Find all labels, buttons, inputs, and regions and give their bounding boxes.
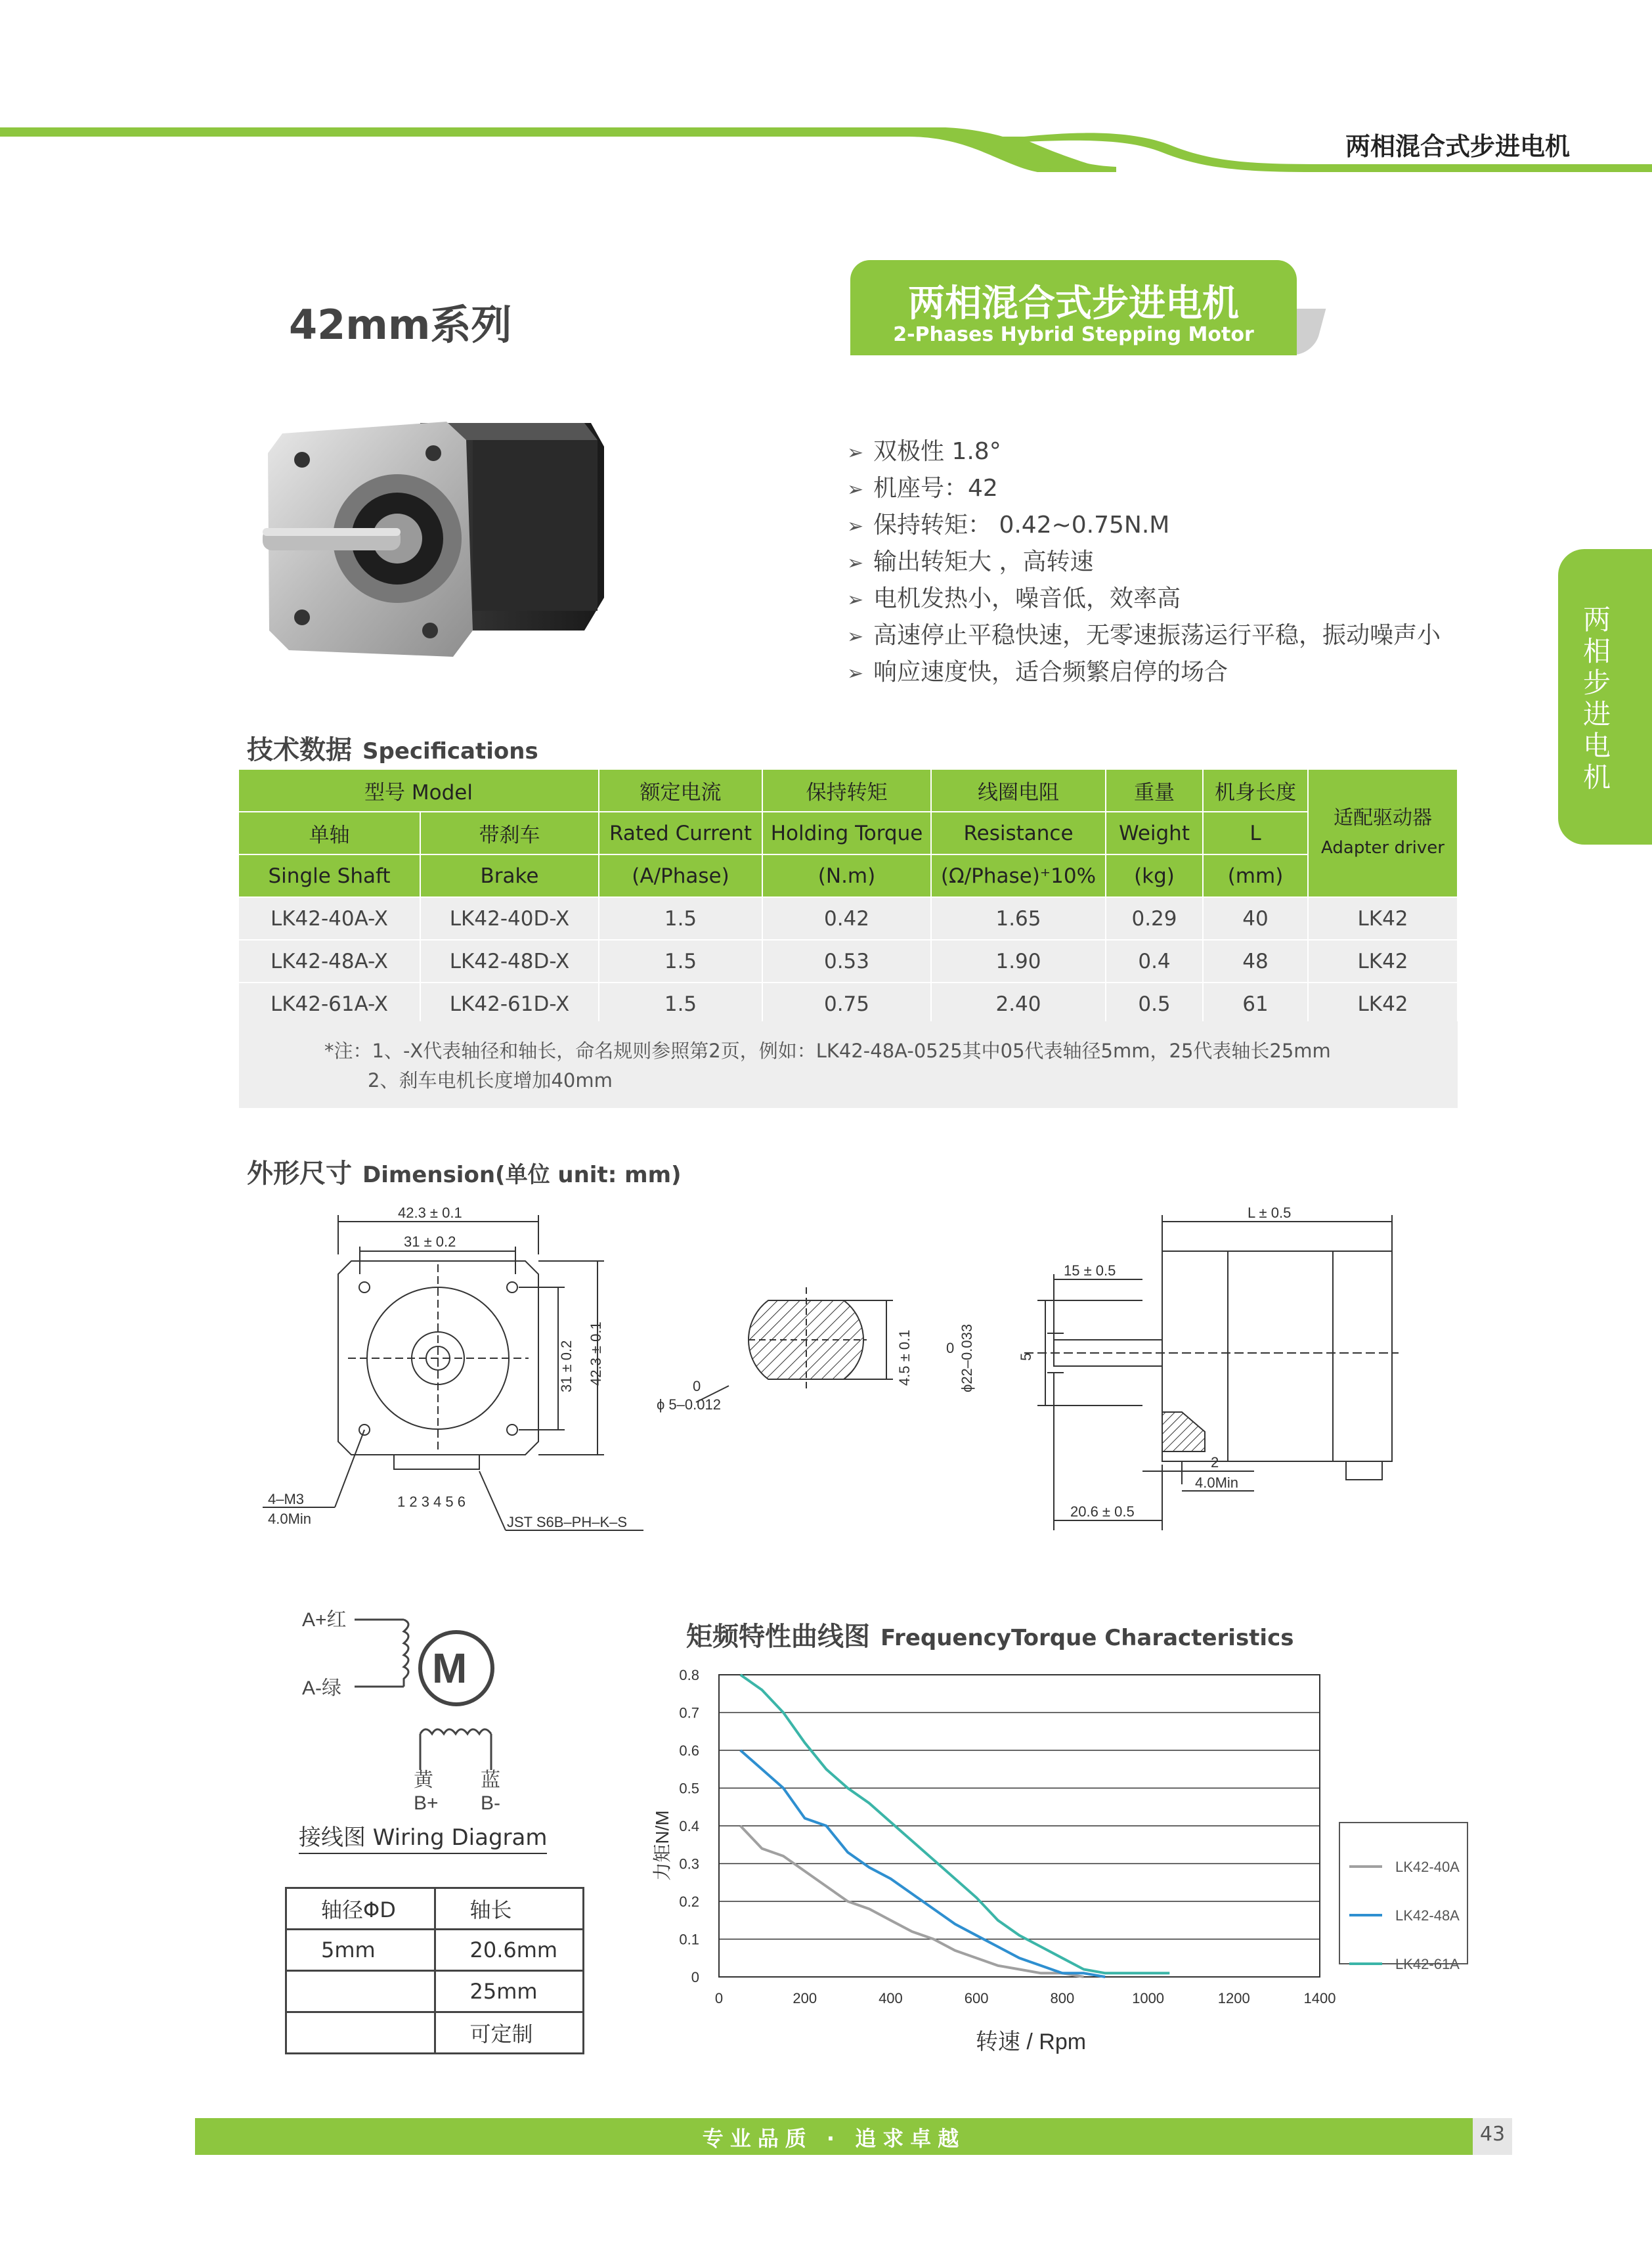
svg-text:B+: B+ [414,1792,439,1814]
adapter-header: 适配驱动器 Adapter driver [1308,770,1458,897]
svg-text:31 ± 0.2: 31 ± 0.2 [404,1233,456,1250]
wiring-diagram [289,1603,578,1819]
front-view-drawing [236,1195,663,1550]
table-row: 25mm [286,1971,584,2012]
arrow-icon: ➢ [847,478,864,501]
spec-note: *注：1、-X代表轴径和轴长，命名规则参照第2页，例如：LK42-48A-0525其中05代表轴径5mm，25代表轴长25mm [324,1040,1331,1062]
svg-text:4.0Min: 4.0Min [268,1511,312,1527]
arrow-icon: ➢ [847,515,864,538]
series-line [741,1675,1170,1973]
y-tick-label: 0.6 [679,1742,699,1759]
arrow-icon: ➢ [847,662,864,685]
table-row: LK42-48A-X LK42-48D-X 1.5 0.53 1.90 0.4 48 LK42 [239,940,1458,983]
x-tick-label: 200 [793,1990,817,2006]
y-tick-label: 0.7 [679,1704,699,1721]
svg-text:M: M [432,1645,467,1692]
y-tick-label: 0 [691,1969,699,1985]
x-tick-label: 1200 [1217,1990,1250,2006]
legend-label: LK42-40A [1395,1859,1460,1875]
y-tick-label: 0.4 [679,1818,699,1834]
svg-text:15 ± 0.5: 15 ± 0.5 [1064,1262,1116,1279]
page-number: 43 [1479,2123,1506,2146]
feature-item: ➢ 响应速度快，适合频繁启停的场合 [847,654,1441,691]
svg-text:4–M3: 4–M3 [268,1491,305,1507]
svg-text:42.3 ± 0.1: 42.3 ± 0.1 [398,1205,462,1221]
feature-item: ➢ 保持转矩： 0.42~0.75N.M [847,507,1441,544]
x-tick-label: 600 [964,1990,989,2006]
svg-text:ϕ 5–0.012: ϕ 5–0.012 [657,1396,721,1413]
y-axis-label: 力矩N/M [652,1810,672,1881]
svg-text:ϕ22–0.033: ϕ22–0.033 [959,1323,975,1392]
banner-title-en: 2-Phases Hybrid Stepping Motor [893,323,1254,346]
wiring-label: 接线图 Wiring Diagram [299,1819,547,1854]
shaft-table [285,1887,584,2054]
svg-text:A+红: A+红 [302,1609,347,1631]
svg-text:蓝: 蓝 [481,1769,500,1791]
svg-text:0: 0 [693,1378,701,1394]
x-tick-label: 1000 [1132,1990,1165,2006]
series-title: 42mm系列 [289,301,512,349]
specs-heading: 技术数据 Specifications [247,735,538,765]
side-view-drawing [946,1195,1405,1537]
svg-text:黄: 黄 [414,1769,433,1791]
dimension-heading: 外形尺寸 Dimension(单位 unit: mm) [247,1159,682,1189]
arrow-icon: ➢ [847,588,864,611]
legend-label: LK42-48A [1395,1907,1460,1924]
table-row: 5mm 20.6mm [286,1930,584,1971]
chart-title: 矩频特性曲线图 FrequencyTorque Characteristics [686,1622,1294,1652]
y-tick-label: 0.8 [679,1667,699,1683]
x-tick-label: 0 [714,1990,724,2006]
arrow-icon: ➢ [847,625,864,648]
y-tick-label: 0.2 [679,1893,699,1910]
spec-table: 型号 Model 额定电流 保持转矩 线圈电阻 重量 机身长度 适配驱动器 Adapter driver 单轴 带刹车 Rated Current Holding Torque Resistance Weight L Single Shaft Brake (A/Phase) (N.m) (Ω/Phase)⁺10% (kg) (mm) LK42-40A-X LK42-40D-X 1.5 0.42 1.65 0.29 40 LK42 LK42-48A-X LK42-48D-X 1.5 0.53 1.90 0.4 48 LK42 LK42-61A-X LK42-61D-X 1.5 0.75 2.40 0.5 61 LK42 [239,770,1458,1026]
y-tick-label: 0.3 [679,1855,699,1872]
svg-text:2: 2 [1211,1454,1219,1471]
motor-photo [256,414,611,663]
x-tick-label: 800 [1050,1990,1075,2006]
table-row: LK42-40A-X LK42-40D-X 1.5 0.42 1.65 0.29 40 LK42 [239,897,1458,940]
feature-item: ➢ 输出转矩大 ，高转速 [847,544,1441,581]
spec-note: 2、刹车电机长度增加40mm [368,1069,613,1092]
arrow-icon: ➢ [847,552,864,575]
arrow-icon: ➢ [847,441,864,464]
feature-item: ➢ 电机发热小，噪音低，效率高 [847,581,1441,617]
table-row: 可定制 [286,2012,584,2054]
svg-text:B-: B- [481,1792,500,1814]
shaft-section-drawing [657,1287,955,1419]
feature-item: ➢ 高速停止平稳快速，无零速振荡运行平稳，振动噪声小 [847,617,1441,654]
svg-text:42.3 ± 0.1: 42.3 ± 0.1 [588,1321,604,1386]
svg-text:31 ± 0.2: 31 ± 0.2 [558,1340,575,1392]
x-tick-label: 1400 [1303,1990,1336,2006]
torque-chart [650,1655,1471,2069]
table-row: LK42-61A-X LK42-61D-X 1.5 0.75 2.40 0.5 61 LK42 [239,983,1458,1025]
legend-label: LK42-61A [1395,1956,1460,1972]
feature-list [847,433,1441,691]
svg-text:L ± 0.5: L ± 0.5 [1248,1205,1292,1221]
y-tick-label: 0.5 [679,1780,699,1797]
banner-title-cn: 两相混合式步进电机 [908,282,1239,325]
feature-item: ➢ 机座号：42 [847,470,1441,507]
svg-text:1 2 3 4 5 6: 1 2 3 4 5 6 [397,1494,466,1510]
feature-item: ➢ 双极性 1.8° [847,433,1441,470]
svg-text:JST S6B–PH–K–S: JST S6B–PH–K–S [507,1514,628,1530]
side-tab-label: 两相步进电机 [1582,604,1611,793]
svg-text:20.6 ± 0.5: 20.6 ± 0.5 [1070,1503,1135,1520]
svg-text:4.5 ± 0.1: 4.5 ± 0.1 [896,1329,913,1386]
y-tick-label: 0.1 [679,1931,699,1948]
footer-slogan: 专业品质 · 追求卓越 [702,2126,966,2151]
x-axis-label: 转速 / Rpm [975,2029,1087,2054]
legend-box [1339,1823,1467,1964]
svg-text:4.0Min: 4.0Min [1195,1474,1239,1491]
table-row: 轴径ΦD 轴长 [286,1888,584,1930]
svg-text:0: 0 [946,1340,955,1356]
svg-text:5: 5 [1018,1352,1034,1361]
header-title: 两相混合式步进电机 [1345,132,1570,161]
x-tick-label: 400 [879,1990,903,2006]
spec-notes [239,1021,1458,1108]
svg-text:A-绿: A-绿 [302,1677,341,1699]
